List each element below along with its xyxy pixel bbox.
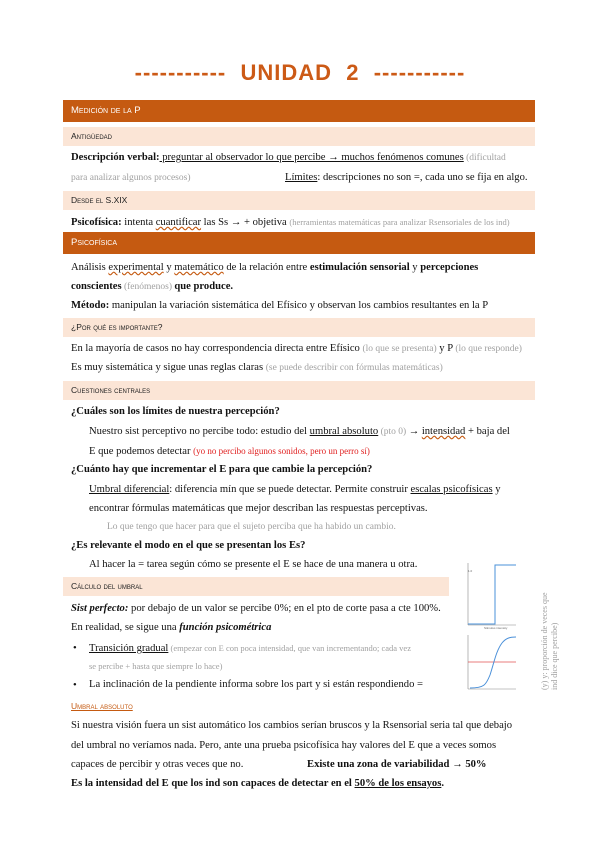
word-experimental: experimental <box>108 262 164 273</box>
note-presenta: (lo que se presenta) <box>362 344 437 354</box>
question-2 <box>71 463 372 477</box>
q1-line-b <box>89 444 370 459</box>
bullet-dot-1: • <box>73 643 77 654</box>
step-line <box>468 565 516 624</box>
bold-period: . <box>441 778 444 789</box>
text-intenta: intenta <box>121 217 156 228</box>
note-formulas: (se puede describir con fórmulas matemáticas) <box>265 363 443 373</box>
text-capaces: capaces de percibir y otras veces que no. <box>71 759 244 770</box>
bold-estimulacion: estimulación sensorial <box>309 262 410 273</box>
psychometric-curve <box>470 637 516 688</box>
q2-line-c: Lo que tengo que hacer para que el sujeto perciba que ha habido un cambio. <box>107 522 396 532</box>
bold-percepciones: percepciones <box>420 262 479 273</box>
subsection-cuestiones: Cuestiones centrales <box>63 381 535 400</box>
graph-axis-label: (y) y: proporción de veces que ind dice que percibe) <box>540 592 559 690</box>
q2-text: ¿Cuánto hay que incrementar el E para que cambie la percepción? <box>71 464 373 475</box>
umbral-line-4 <box>71 777 444 791</box>
psychometric-graph <box>454 561 534 691</box>
text-metodo: manipulan la variación sistemática del Efísico y observan los cambios resultantes en la P <box>109 300 489 311</box>
q3-text: ¿Es relevante el modo en el que se presentan los Es? <box>71 540 306 551</box>
bold-zona-variabilidad: Existe una zona de variabilidad → 50% <box>307 759 487 770</box>
step-function-plot <box>468 563 516 630</box>
q1-text: ¿Cuáles son los límites de nuestra percepción? <box>71 406 280 417</box>
text-y2: y <box>409 262 421 273</box>
text-sist-perfecto: por debajo de un valor se percibe 0%; en el pto de corte pasa a cte 100%. <box>128 603 441 614</box>
sxix-line <box>71 215 510 230</box>
text-sistematica: Es muy sistemática y sigue unas reglas claras <box>71 362 266 373</box>
q1-b1: E que podemos detectar <box>89 446 194 457</box>
q1-line-a <box>89 425 510 439</box>
label-sist-perfecto: Sist perfecto: <box>71 603 129 614</box>
bold-conscientes: conscientes <box>71 281 122 292</box>
bold-50-ensayos: 50% de los ensayos <box>354 778 442 789</box>
subsection-por-que: ¿Por qué es importante? <box>63 318 535 337</box>
word-cuantificar: cuantificar <box>155 217 202 228</box>
text-relacion: de la relación entre <box>223 262 310 273</box>
bold-funcion-psicometrica: función psicométrica <box>179 622 272 633</box>
svg-text:1.0: 1.0 <box>468 569 473 573</box>
bold-intensidad: Es la intensidad del E que los ind son capaces de detectar en el <box>71 778 355 789</box>
note-procesos: para analizar algunos procesos) <box>71 173 191 183</box>
bullet-1-line-b: se percibe + hasta que siempre lo hace) <box>89 661 223 671</box>
antiguedad-line-1 <box>71 151 506 165</box>
text-y-p: y P <box>436 343 456 354</box>
label-limites: Límites <box>285 172 318 183</box>
q1-red-note: (yo no percibo algunos sonidos, pero un perro sí) <box>193 446 370 456</box>
note-dificultad: (dificultad <box>463 153 506 163</box>
umbral-line-2: del umbral no veríamos nada. Pero, ante una prueba psicofísica hay valores del E que a veces somos <box>71 740 497 751</box>
psychometric-curve-plot <box>468 635 516 689</box>
bullet-dot-2: • <box>73 680 77 691</box>
q2-escalas: escalas psicofísicas <box>410 484 493 495</box>
q1-a3: + baja del <box>465 426 510 437</box>
importante-line-2 <box>71 361 443 375</box>
subsection-umbral-absoluto: Umbral absoluto <box>71 701 133 711</box>
q1-note: (pto 0) <box>378 427 409 437</box>
text-analisis: Análisis <box>71 262 109 273</box>
label-psicofisica: Psicofísica: <box>71 217 122 228</box>
bullet-1-line-a <box>89 641 411 656</box>
umbral-line-1: Si nuestra visión fuera un sist automático los cambios serían bruscos y la Rsensorial seria tal que debajo <box>71 720 513 731</box>
antiguedad-line-2 <box>71 171 535 185</box>
axis-label: Stimulus intensity <box>484 626 508 630</box>
q1-arrow: → <box>408 426 422 437</box>
q1-umbral-absoluto: umbral absoluto <box>309 426 379 437</box>
q1-a1: Nuestro sist perceptivo no percibe todo: estudio del <box>89 426 310 437</box>
word-matematico: matemático <box>174 262 224 273</box>
q2-line-b: encontrar fórmulas matemáticas que mejor describan las respuestas perceptivas. <box>89 503 428 514</box>
subsection-calculo: Cálculo del umbral <box>63 577 449 596</box>
calculo-line-1 <box>71 602 441 616</box>
label-descripcion-verbal: Descripción verbal: <box>71 152 160 163</box>
bold-que-produce: que produce. <box>174 281 234 292</box>
note-responde: (lo que responde) <box>455 344 522 354</box>
text-descripcion: preguntar al observador lo que percibe → muchos fenómenos comunes <box>159 152 464 163</box>
q2-line-a <box>89 483 501 497</box>
text-y: y <box>163 262 175 273</box>
note-herramientas: (herramientas matemáticas para analizar Rsensoriales de los ind) <box>289 217 510 227</box>
text-limites: : descripciones no son =, cada uno se fija en algo. <box>317 172 528 183</box>
label-metodo: Método: <box>71 300 110 311</box>
importante-line-1 <box>71 342 522 356</box>
limites-text <box>285 171 528 185</box>
question-3 <box>71 539 305 553</box>
b1-transicion: Transición gradual <box>89 643 169 654</box>
b1-note: (empezar con E con poca intensidad, que van incrementando; cada vez <box>168 643 411 653</box>
subsection-antiguedad: Antigüedad <box>63 127 535 146</box>
question-1 <box>71 405 280 419</box>
text-correspondencia: En la mayoría de casos no hay correspondencia directa entre Efísico <box>71 343 363 354</box>
q2-umbral-diferencial: Umbral diferencial <box>89 484 170 495</box>
section-bar-psicofisica: Psicofísica <box>63 232 535 254</box>
q2-a: : diferencia mín que se puede detectar. Permite construir <box>169 484 411 495</box>
psico-line-1 <box>71 261 478 275</box>
page-title: ----------- UNIDAD 2 ----------- <box>134 60 466 85</box>
note-fenomenos: (fenómenos) <box>121 282 175 292</box>
q2-a2: y <box>492 484 501 495</box>
section-bar-medicion: Medición de la P <box>63 100 535 122</box>
umbral-line-3 <box>71 758 535 772</box>
bullet-2-line: La inclinación de la pendiente informa sobre los part y si están respondiendo = <box>89 679 423 690</box>
psico-line-3 <box>71 299 488 313</box>
subsection-desde-sxix: Desde el S.XIX <box>63 191 535 210</box>
q1-intensidad: intensidad <box>421 426 466 437</box>
q3-line-a: Al hacer la = tarea según cómo se presente el E se hace de una manera u otra. <box>89 559 418 570</box>
calculo-line-2 <box>71 621 271 635</box>
text-en-realidad: En realidad, se sigue una <box>71 622 180 633</box>
text-objetiva: las Ss → + objetiva <box>201 217 290 228</box>
psico-line-2 <box>71 280 233 294</box>
